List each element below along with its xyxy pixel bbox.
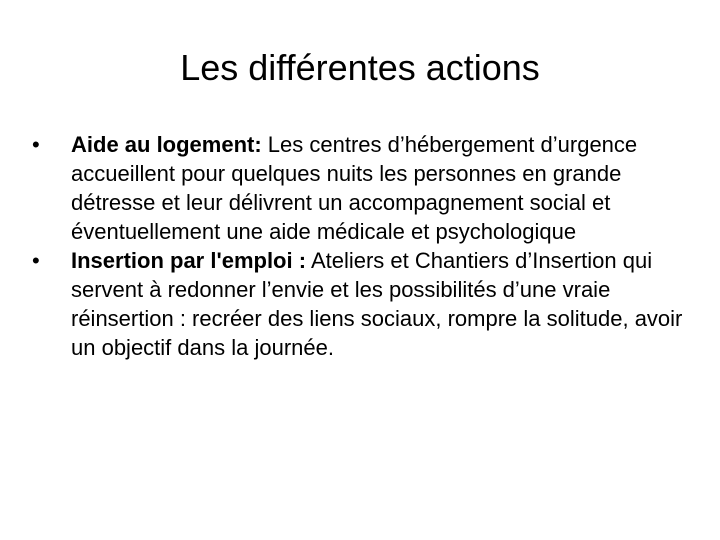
bullet-list bbox=[32, 130, 692, 362]
bullet-heading: Aide au logement: bbox=[71, 132, 262, 157]
slide-title: Les différentes actions bbox=[180, 47, 540, 88]
bullet-text: Les centres d’hébergement d’urgence accueillent pour quelques nuits les personnes en grande détresse et leur délivrent un accompagnement social et éventuellement une aide médicale et psychologique bbox=[71, 132, 638, 244]
bullet-heading: Insertion par l'emploi : bbox=[71, 248, 307, 273]
bullet-text: Ateliers et Chantiers d’Insertion qui servent à redonner l’envie et les possibilités d’une vraie réinsertion : recréer des liens sociaux, rompre la solitude, avoir un objectif dans la journée. bbox=[71, 248, 683, 360]
bullet-dot-icon: • bbox=[32, 132, 40, 157]
bullet-item-insertion-emploi bbox=[32, 246, 692, 362]
bullet-dot-icon: • bbox=[32, 248, 40, 273]
bullet-item-aide-logement bbox=[32, 130, 692, 246]
